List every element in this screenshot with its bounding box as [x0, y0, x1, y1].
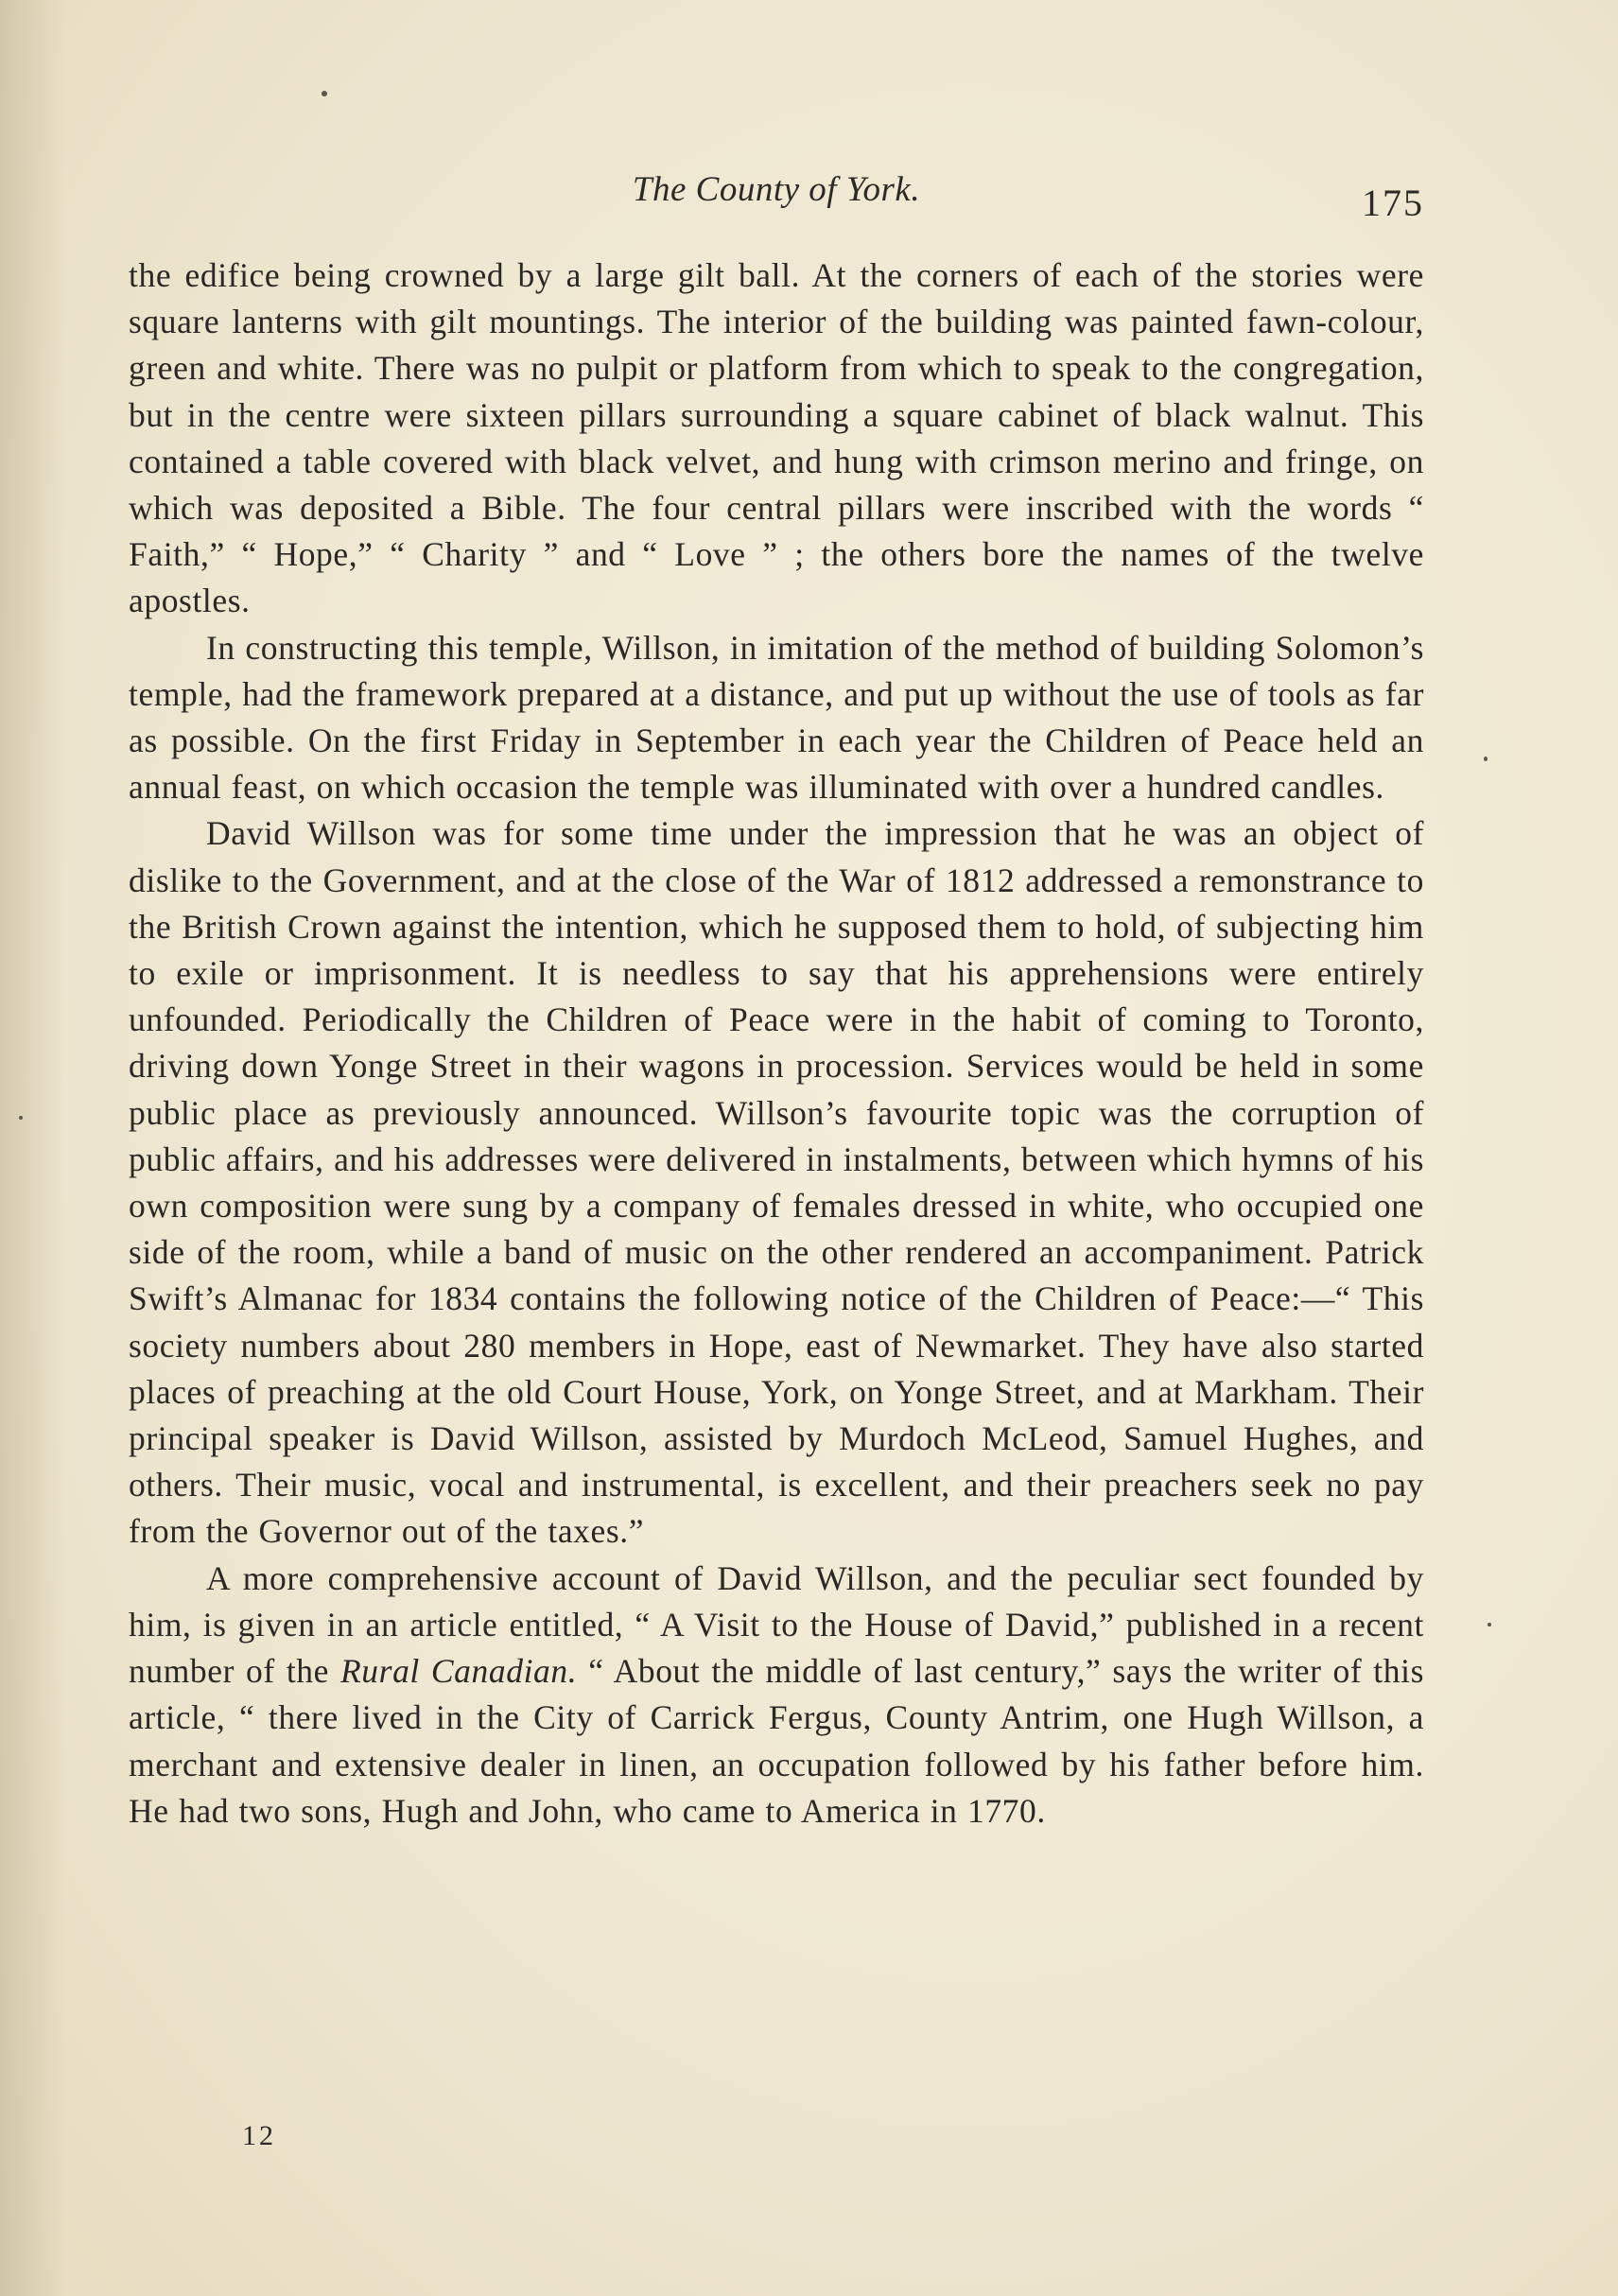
- ink-speck: [1488, 1623, 1491, 1626]
- page-number: 175: [1362, 182, 1424, 224]
- gutter-shadow: [0, 0, 66, 2296]
- ink-speck: [19, 1116, 23, 1120]
- paragraph-3: David Willson was for some time under the impression that he was an object of dislike to the Government, and at the close of the War of 1812 addressed a remonstrance to the British Crown against the intention, which he supposed them to hold, of subjecting him to exile or imprisonment. It is needless to say that his apprehensions were entirely unfounded. Periodically the Children of Peace were in the habit of coming to Toronto, driving down Yonge Street in their wagons in procession. Services would be held in some public place as previously announced. Willson’s favourite topic was the corruption of public affairs, and his addresses were delivered in instalments, between which hymns of his own composition were sung by a company of females dressed in white, who occupied one side of the room, while a band of music on the other rendered an accompaniment. Patrick Swift’s Almanac for 1834 contains the following notice of the Children of Peace:—“ This society numbers about 280 members in Hope, east of Newmarket. They have also started places of preaching at the old Court House, York, on Yonge Street, and at Markham. Their principal speaker is David Willson, assisted by Murdoch McLeod, Samuel Hughes, and others. Their music, vocal and instrumental, is excellent, and their preachers seek no pay from the Governor out of the taxes.”: [129, 814, 1424, 1551]
- publication-title: Rural Canadian.: [340, 1652, 578, 1691]
- running-title: The County of York.: [632, 170, 921, 209]
- paragraph-4-text-after: “ About the middle of last century,” says the writer of this article, “ there lived in the City of Carrick Fergus, County Antrim, one Hugh Willson, a merchant and extensive dealer in linen, an occupation followed by his father before him. He had two sons, Hugh and John, who came to America in 1770.: [129, 1652, 1424, 1830]
- signature-mark: 12: [242, 2120, 276, 2151]
- body-text: [129, 252, 1424, 1835]
- ink-speck: [1484, 757, 1488, 761]
- paragraph-1: the edifice being crowned by a large gilt ball. At the corners of each of the stories were square lanterns with gilt mountings. The interior of the building was painted fawn-colour, green and white. There was no pulpit or platform from which to speak to the congregation, but in the centre were sixteen pillars surrounding a square cabinet of black walnut. This contained a table covered with black velvet, and hung with crimson merino and fringe, on which was deposited a Bible. The four central pillars were inscribed with the words “ Faith,” “ Hope,” “ Charity ” and “ Love ” ; the others bore the names of the twelve apostles.: [129, 256, 1424, 620]
- paragraph-4: [129, 1556, 1424, 1835]
- ink-speck: [322, 91, 327, 96]
- paragraph-2: In constructing this temple, Willson, in imitation of the method of building Solomon’s temple, had the framework prepared at a distance, and put up without the use of tools as far as possible. On the first Friday in September in each year the Children of Peace held an annual feast, on which occasion the temple was illuminated with over a hundred candles.: [129, 628, 1424, 807]
- running-head: [129, 165, 1424, 222]
- paragraph-4-text-before: A more comprehensive account of David Willson, and the peculiar sect founded by him, is given in an article entitled, “ A Visit to the House of David,” published in a recent number of the: [129, 1558, 1424, 1691]
